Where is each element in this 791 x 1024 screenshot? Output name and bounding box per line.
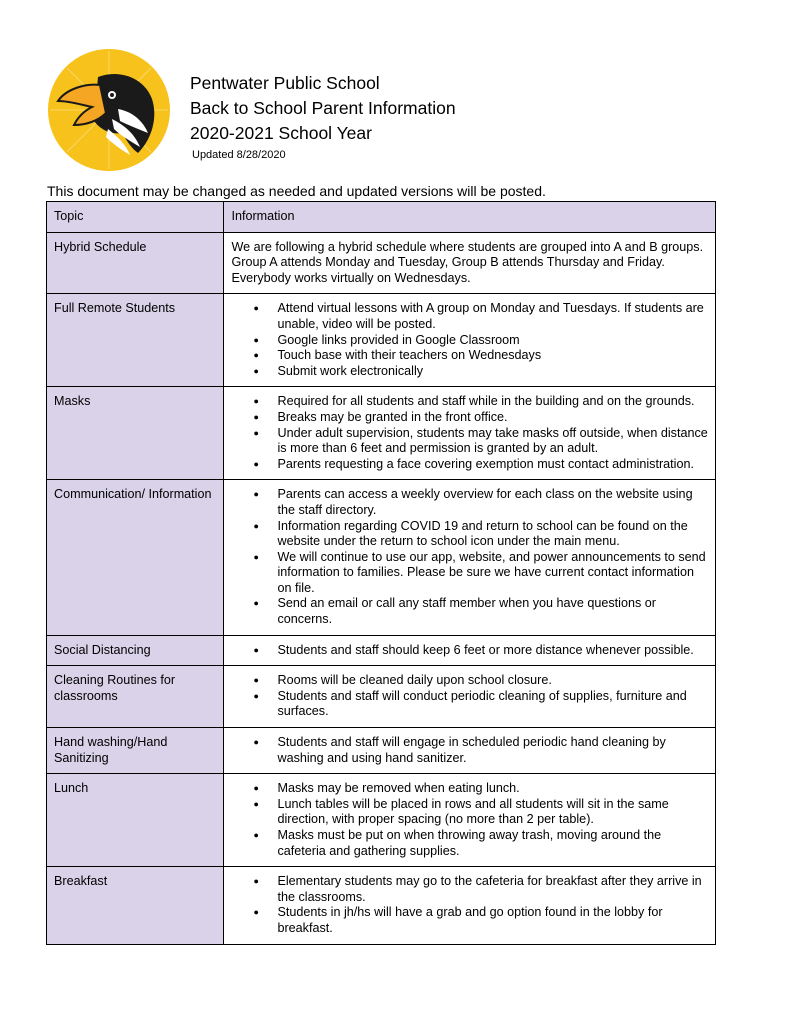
list-item: ● Rooms will be cleaned daily upon school closure. — [231, 673, 709, 689]
revision-notice: This document may be changed as needed and updated versions will be posted. — [47, 183, 546, 199]
list-item: ● Students in jh/hs will have a grab and go option found in the lobby for breakfast. — [231, 905, 709, 936]
bullet-list — [231, 735, 709, 766]
list-item: ● Google links provided in Google Classroom — [231, 333, 709, 349]
column-header-topic: Topic — [47, 202, 224, 233]
list-item: ● Required for all students and staff while in the building and on the grounds. — [231, 394, 709, 410]
list-item: ● Masks may be removed when eating lunch. — [231, 781, 709, 797]
table-row — [47, 480, 716, 635]
bullet-list — [231, 301, 709, 379]
row-info — [224, 728, 716, 774]
bullet-list — [231, 487, 709, 627]
list-item: ● Under adult supervision, students may take masks off outside, when distance is more than 6 feet and permission is granted by an adult. — [231, 426, 709, 457]
row-topic: Masks — [47, 387, 224, 480]
list-item: ● We will continue to use our app, website, and power announcements to send information to families. Please be sure we have current contact information on file. — [231, 550, 709, 597]
row-info — [224, 294, 716, 387]
column-header-information: Information — [224, 202, 716, 233]
row-topic: Hand washing/Hand Sanitizing — [47, 728, 224, 774]
row-info — [224, 635, 716, 666]
table-row — [47, 867, 716, 944]
list-item: ● Lunch tables will be placed in rows and all students will sit in the same direction, with proper spacing (no more than 2 per table). — [231, 797, 709, 828]
row-info — [224, 387, 716, 480]
list-item: ● Students and staff will conduct periodic cleaning of supplies, furniture and surfaces. — [231, 689, 709, 720]
eagle-head-icon — [48, 49, 170, 171]
document-title: Back to School Parent Information — [190, 98, 456, 118]
table-row — [47, 294, 716, 387]
row-topic: Communication/ Information — [47, 480, 224, 635]
school-name: Pentwater Public School — [190, 73, 380, 93]
list-item: ● Submit work electronically — [231, 364, 709, 380]
list-item: ● Masks must be put on when throwing away trash, moving around the cafeteria and gathering supplies. — [231, 828, 709, 859]
updated-date: Updated 8/28/2020 — [192, 149, 286, 161]
school-year: 2020-2021 School Year — [190, 123, 372, 143]
table-header-row — [47, 202, 716, 233]
row-topic: Hybrid Schedule — [47, 232, 224, 294]
table-row — [47, 666, 716, 728]
list-item: ● Touch base with their teachers on Wednesdays — [231, 348, 709, 364]
school-logo — [48, 49, 170, 171]
list-item: ● Information regarding COVID 19 and return to school can be found on the website under the return to school icon under the main menu. — [231, 519, 709, 550]
list-item: ● Elementary students may go to the cafeteria for breakfast after they arrive in the classrooms. — [231, 874, 709, 905]
information-table — [46, 201, 716, 945]
row-topic: Lunch — [47, 774, 224, 867]
list-item: ● Parents requesting a face covering exemption must contact administration. — [231, 457, 709, 473]
row-topic: Full Remote Students — [47, 294, 224, 387]
document-header — [190, 71, 456, 161]
bullet-list — [231, 394, 709, 472]
row-info — [224, 480, 716, 635]
list-item: ● Send an email or call any staff member when you have questions or concerns. — [231, 596, 709, 627]
table-row — [47, 635, 716, 666]
table-row — [47, 387, 716, 480]
row-info — [224, 867, 716, 944]
row-topic: Social Distancing — [47, 635, 224, 666]
bullet-list — [231, 643, 709, 659]
list-item: ● Students and staff will engage in scheduled periodic hand cleaning by washing and using hand sanitizer. — [231, 735, 709, 766]
row-text: We are following a hybrid schedule where students are grouped into A and B groups. Group A attends Monday and Tuesday, Group B attends Thursday and Friday. Everybody works virtually on Wednesdays. — [224, 232, 716, 294]
table-row — [47, 728, 716, 774]
row-topic: Breakfast — [47, 867, 224, 944]
row-topic: Cleaning Routines for classrooms — [47, 666, 224, 728]
bullet-list — [231, 874, 709, 936]
list-item: ● Breaks may be granted in the front office. — [231, 410, 709, 426]
bullet-list — [231, 781, 709, 859]
row-info — [224, 666, 716, 728]
table-row — [47, 232, 716, 294]
row-info — [224, 774, 716, 867]
list-item: ● Students and staff should keep 6 feet or more distance whenever possible. — [231, 643, 709, 659]
bullet-list — [231, 673, 709, 720]
list-item: ● Attend virtual lessons with A group on Monday and Tuesdays. If students are unable, video will be posted. — [231, 301, 709, 332]
table-row — [47, 774, 716, 867]
list-item: ● Parents can access a weekly overview for each class on the website using the staff directory. — [231, 487, 709, 518]
